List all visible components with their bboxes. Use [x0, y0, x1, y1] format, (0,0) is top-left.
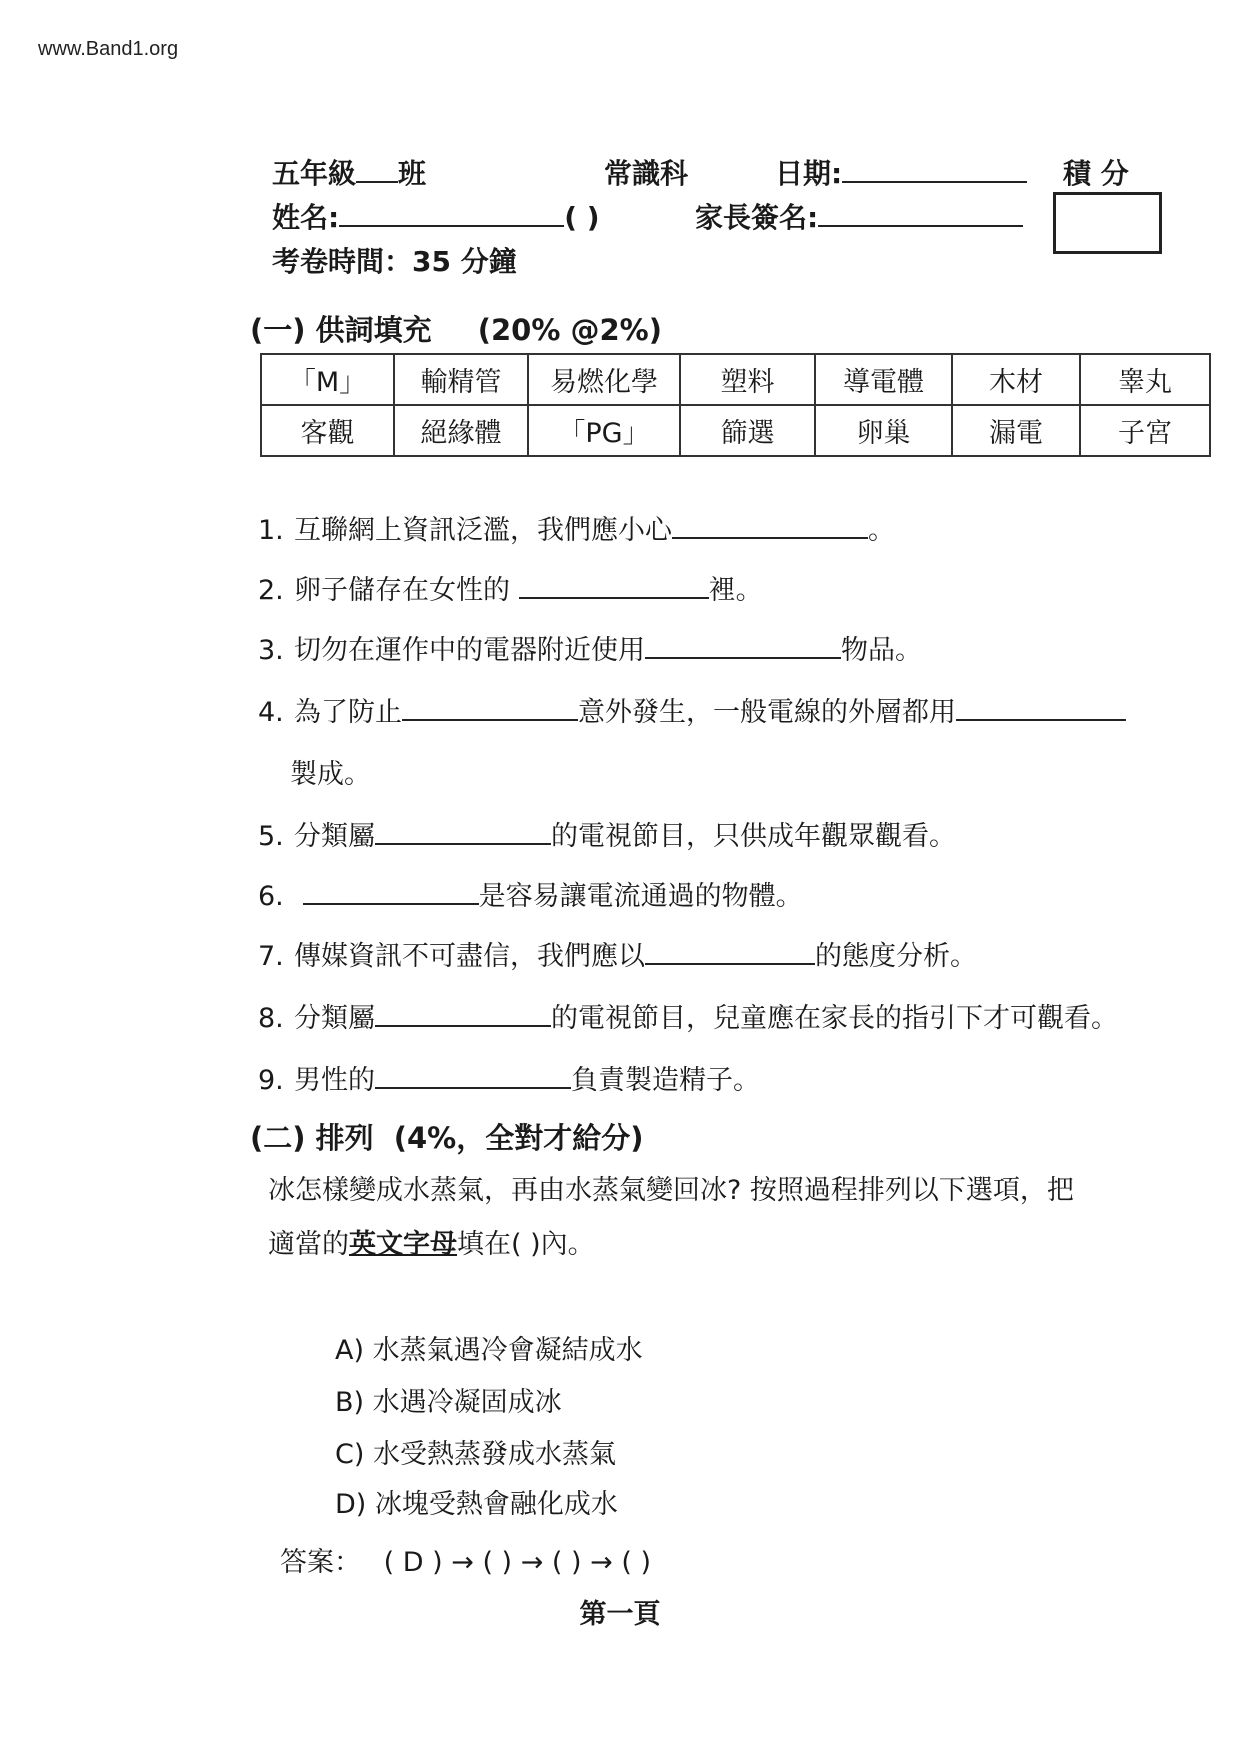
section2-title	[250, 1116, 643, 1157]
question-3	[258, 628, 922, 667]
question-2	[258, 568, 763, 607]
answer-blank[interactable]	[645, 635, 841, 659]
question-text: 分類屬	[294, 821, 375, 852]
arrow-icon: →	[590, 1547, 613, 1578]
word-bank-row	[261, 354, 1210, 405]
answer-blank-2[interactable]	[956, 697, 1126, 721]
question-text: 互聯網上資訊泛濫，我們應小心	[294, 515, 672, 546]
question-text-end: 是容易讓電流通過的物體。	[478, 881, 803, 912]
question-number: 3.	[258, 635, 284, 666]
question-4	[258, 690, 1126, 729]
question-text: 卵子儲存在女性的	[294, 575, 519, 606]
word-bank-cell: 卵巢	[815, 405, 952, 456]
question-text-end: 的電視節目，只供成年觀眾觀看。	[551, 821, 956, 852]
question-9	[258, 1058, 760, 1097]
word-bank-cell: 木材	[952, 354, 1080, 405]
question-text-mid: 意外發生，一般電線的外層都用	[578, 697, 956, 728]
question-number: 7.	[258, 941, 284, 972]
section2-marks: (4%，全對才給分)	[393, 1121, 644, 1155]
class-number-paren: ( )	[564, 201, 600, 234]
question-text: 分類屬	[294, 1003, 375, 1034]
section1-heading: (一) 供詞填充	[250, 313, 432, 347]
option-c: C) 水受熱蒸發成水蒸氣	[335, 1439, 616, 1470]
word-bank-cell: 漏電	[952, 405, 1080, 456]
word-bank-table	[260, 353, 1211, 457]
site-url: www.Band1.org	[38, 38, 179, 60]
question-text-end: 物品。	[841, 635, 922, 666]
section1-marks: (20% @2%)	[477, 313, 662, 347]
question-6	[258, 874, 803, 913]
date-label: 日期:	[775, 157, 843, 190]
section2-instruction-line1: 冰怎樣變成水蒸氣，再由水蒸氣變回冰? 按照過程排列以下選項，把	[268, 1175, 1074, 1206]
name-field	[272, 196, 600, 236]
page-number: 第一頁	[579, 1599, 661, 1630]
word-bank-cell: 塑料	[680, 354, 815, 405]
question-text: 為了防止	[294, 697, 402, 728]
arrow-icon: →	[520, 1547, 544, 1578]
question-text-end: 。	[868, 515, 895, 546]
name-blank[interactable]	[339, 225, 564, 227]
answer-slot-2[interactable]: ( )	[482, 1547, 513, 1578]
question-number: 4.	[258, 697, 284, 728]
question-5	[258, 814, 956, 853]
question-text-end: 的電視節目，兒童應在家長的指引下才可觀看。	[551, 1003, 1118, 1034]
answer-row	[280, 1540, 651, 1579]
answer-blank[interactable]	[402, 697, 578, 721]
question-text	[294, 881, 303, 912]
section1-title	[250, 308, 662, 349]
question-4-continuation: 製成。	[290, 759, 371, 790]
question-1	[258, 508, 895, 547]
answer-blank[interactable]	[375, 1065, 571, 1089]
question-text-end: 的態度分析。	[815, 941, 977, 972]
section2-instruction-line2	[268, 1222, 595, 1261]
answer-blank[interactable]	[519, 575, 709, 599]
parent-signature-blank[interactable]	[818, 225, 1023, 227]
answer-blank[interactable]	[375, 1003, 551, 1027]
question-number: 8.	[258, 1003, 284, 1034]
word-bank-cell: 易燃化學	[528, 354, 680, 405]
question-text-end: 裡。	[708, 575, 763, 606]
instruction-text: 適當的	[268, 1229, 349, 1260]
word-bank-cell: 輸精管	[394, 354, 528, 405]
word-bank-cell: 篩選	[680, 405, 815, 456]
word-bank-cell: 睾丸	[1080, 354, 1210, 405]
word-bank-cell: 導電體	[815, 354, 952, 405]
score-box[interactable]	[1053, 192, 1162, 254]
date-field	[775, 152, 1027, 192]
subject-label: 常識科	[604, 157, 689, 190]
word-bank-row	[261, 405, 1210, 456]
answer-blank[interactable]	[303, 881, 479, 905]
word-bank-cell: 客觀	[261, 405, 394, 456]
question-7	[258, 934, 977, 973]
option-b: B) 水遇冷凝固成冰	[335, 1387, 562, 1418]
section2-heading: (二) 排列	[250, 1121, 374, 1155]
word-bank-cell: 絕緣體	[394, 405, 528, 456]
grade-blank[interactable]	[356, 181, 398, 183]
question-number: 1.	[258, 515, 284, 546]
word-bank-cell: 子宮	[1080, 405, 1210, 456]
grade-field	[272, 152, 426, 192]
question-number: 2.	[258, 575, 284, 606]
question-text: 男性的	[294, 1065, 375, 1096]
parent-signature-label: 家長簽名:	[695, 201, 819, 234]
question-text-end: 負責製造精子。	[571, 1065, 760, 1096]
answer-label: 答案：	[280, 1547, 361, 1578]
score-label: 積 分	[1063, 157, 1129, 190]
question-number: 5.	[258, 821, 284, 852]
class-label: 班	[398, 157, 427, 190]
answer-blank[interactable]	[645, 941, 815, 965]
date-blank[interactable]	[842, 181, 1027, 183]
question-text: 切勿在運作中的電器附近使用	[294, 635, 645, 666]
answer-slot-4[interactable]: ( )	[621, 1547, 652, 1578]
answer-slot-1: ( D )	[383, 1547, 443, 1578]
answer-blank[interactable]	[375, 821, 551, 845]
parent-signature-field	[695, 196, 1023, 236]
answer-blank[interactable]	[672, 515, 868, 539]
instruction-emphasis: 英文字母	[349, 1229, 457, 1260]
question-text: 傳媒資訊不可盡信，我們應以	[294, 941, 645, 972]
instruction-text-end: 填在( )內。	[457, 1229, 595, 1260]
word-bank-cell: 「PG」	[528, 405, 680, 456]
exam-time: 考卷時間：35 分鐘	[272, 245, 517, 278]
answer-slot-3[interactable]: ( )	[551, 1547, 582, 1578]
question-8	[258, 996, 1118, 1035]
question-number: 6.	[258, 881, 284, 912]
option-a: A) 水蒸氣遇冷會凝結成水	[335, 1335, 643, 1366]
arrow-icon: →	[451, 1547, 474, 1578]
word-bank-cell: 「M」	[261, 354, 394, 405]
grade-label: 五年級	[272, 157, 357, 190]
question-number: 9.	[258, 1065, 284, 1096]
name-label: 姓名:	[272, 201, 340, 234]
option-d: D) 冰塊受熱會融化成水	[335, 1489, 618, 1520]
